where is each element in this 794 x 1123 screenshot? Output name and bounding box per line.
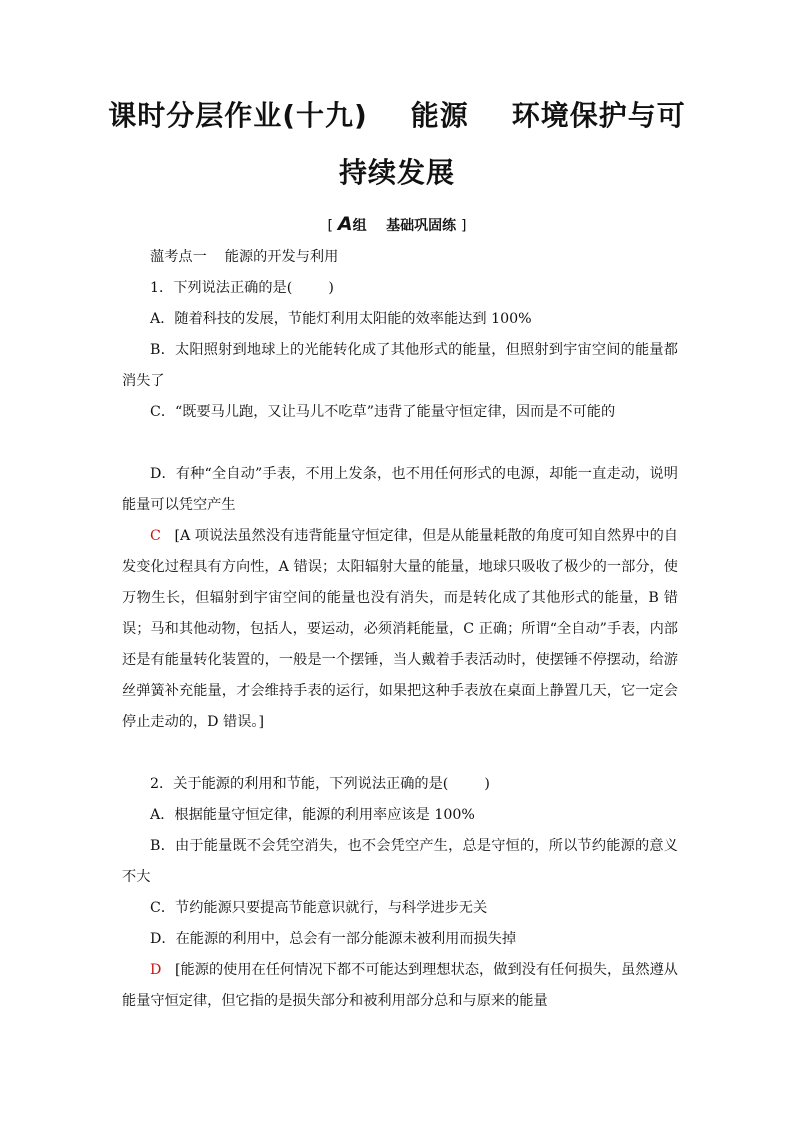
q1-option-c: C．“既要马儿跑，又让马儿不吃草”违背了能量守恒定律，因而是不可能的 — [150, 404, 616, 420]
q2-stem: 2．关于能源的利用和节能，下列说法正确的是( ) — [150, 776, 490, 792]
group-heading — [0, 213, 794, 235]
q1-stem: 1．下列说法正确的是( ) — [150, 280, 334, 296]
q2-option-d: D．在能源的利用中，总会有一部分能源未被利用而损失掉 — [150, 931, 517, 947]
q2-explanation: [能源的使用在任何情况下都不可能达到理想状态，做到没有任何损失，虽然遵从能量守恒定律，但它指的是损失部分和被利用部分总和与原来的能量 — [122, 962, 678, 1009]
q2-option-b: B．由于能量既不会凭空消失，也不会凭空产生，总是守恒的，所以节约能源的意义不大 — [122, 838, 678, 885]
q2-option-c: C．节约能源只要提高节能意识就行，与科学进步无关 — [150, 900, 488, 916]
group-bracket-open: [ — [327, 218, 334, 234]
title-line-2: 持续发展 — [338, 156, 455, 189]
title-line-1: 课时分层作业(十九) 能源 环境保护与可 — [108, 99, 686, 132]
q2-answer-block — [122, 955, 678, 1017]
q2-option-a: A．根据能量守恒定律，能源的利用率应该是 100% — [150, 807, 475, 823]
q1-option-d: D．有种“全自动”手表，不用上发条，也不用任何形式的电源，却能一直走动，说明能量可以凭空产生 — [122, 466, 678, 513]
q1-option-a: A．随着科技的发展，节能灯利用太阳能的效率能达到 100% — [150, 311, 532, 327]
group-bracket-close: ] — [460, 218, 467, 234]
q1-explanation: [A 项说法虽然没有违背能量守恒定律，但是从能量耗散的角度可知自然界中的自发变化过程具有方向性，A 错误；太阳辐射大量的能量，地球只吸收了极少的一部分，使万物生长，但辐射到宇宙空间的能量也没有消失，而是转化成了其他形式的能量，B 错误；马和其他动物，包括人，要运动，必须消耗能量，C 正确；所谓“全自动”手表，内部还是有能量转化装置的，一般是一个摆锤，当人戴着手表活动时，使摆锤不停摆动，给游丝弹簧补充能量，才会维持手表的运行，如果把这种手表放在桌面上静置几天，它一定会停止走动的，D 错误。] — [122, 528, 678, 730]
q1-answer: C — [150, 528, 161, 544]
q1-answer-block — [122, 521, 678, 738]
section-heading: 薀考点一 能源的开发与利用 — [150, 249, 339, 265]
q2-answer: D — [150, 962, 162, 978]
group-letter: A — [337, 213, 353, 235]
group-text: 组 基础巩固练 — [352, 218, 457, 234]
q1-option-b: B．太阳照射到地球上的光能转化成了其他形式的能量，但照射到宇宙空间的能量都消失了 — [122, 342, 678, 389]
